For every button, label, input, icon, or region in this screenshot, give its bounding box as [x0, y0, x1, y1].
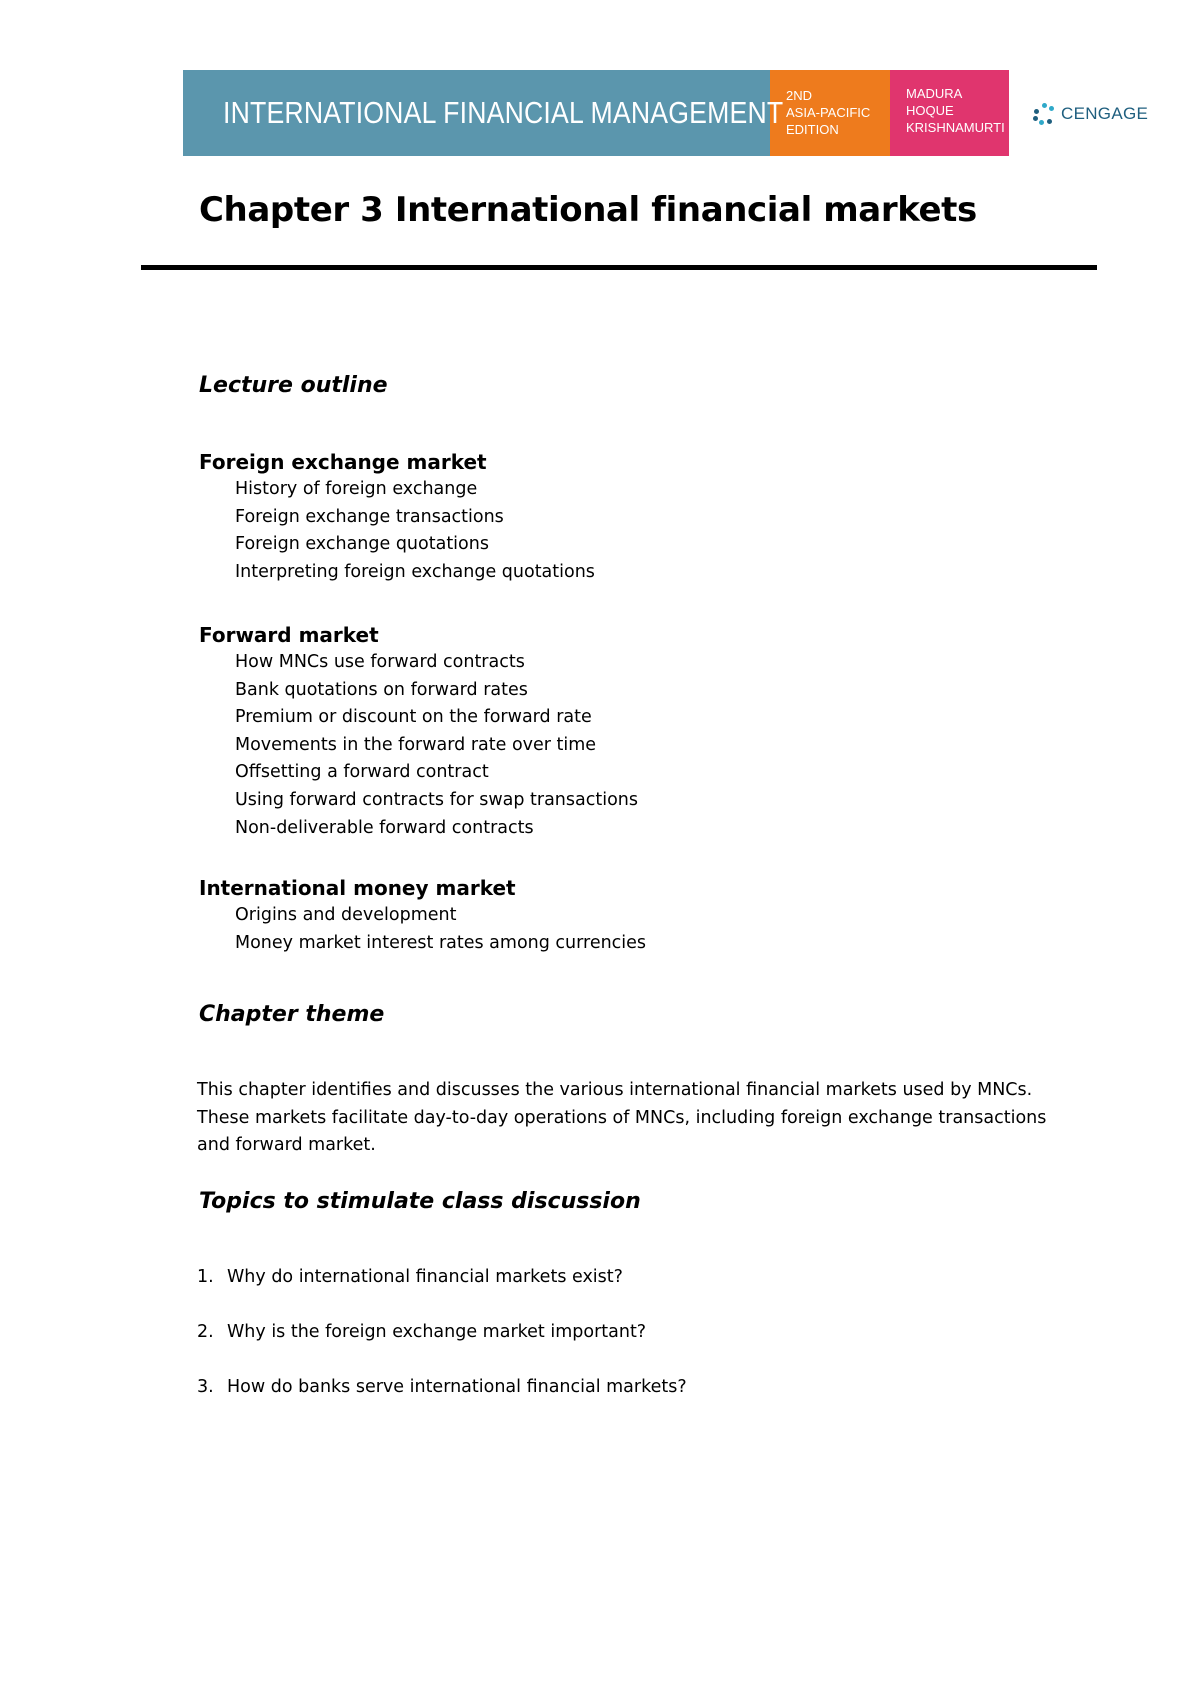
list-item: Origins and development	[235, 905, 457, 925]
outline-group-money-market	[199, 874, 646, 957]
outline-group-list	[199, 902, 646, 957]
discussion-topics-heading: Topics to stimulate class discussion	[199, 1189, 641, 1214]
outline-group-heading: International money market	[199, 876, 516, 900]
chapter-theme-text: This chapter identifies and discusses the various international financial markets used by MNCs. These markets facilitate day-to-day operations of MNCs, including foreign exchange transactions and forward market.	[197, 1080, 1047, 1156]
outline-group-heading: Foreign exchange market	[199, 450, 487, 474]
list-item: Foreign exchange transactions	[235, 506, 504, 527]
list-item: Bank quotations on forward rates	[235, 679, 528, 700]
item-text: Why do international financial markets exist?	[227, 1267, 623, 1287]
lecture-outline-heading: Lecture outline	[199, 373, 388, 398]
edition-line: ASIA-PACIFIC	[786, 105, 871, 120]
list-item: Premium or discount on the forward rate	[235, 707, 592, 728]
list-item	[197, 1264, 687, 1319]
outline-group-foreign-exchange	[199, 448, 595, 586]
chapter-theme-heading: Chapter theme	[199, 1002, 385, 1027]
item-number: 2.	[197, 1322, 214, 1342]
page-title: Chapter 3 International financial markets	[199, 190, 977, 230]
book-title-block	[183, 70, 784, 156]
book-title: INTERNATIONAL FINANCIAL MANAGEMENT	[223, 95, 784, 130]
list-item	[197, 1319, 687, 1374]
edition-block	[770, 70, 890, 156]
item-text: Why is the foreign exchange market important?	[227, 1322, 647, 1342]
title-divider	[141, 265, 1097, 270]
list-item: Offsetting a forward contract	[235, 762, 489, 783]
list-item: History of foreign exchange	[235, 479, 478, 499]
list-item	[197, 1374, 687, 1429]
edition-line: 2ND	[786, 88, 813, 103]
list-item: Non-deliverable forward contracts	[235, 817, 534, 838]
cengage-logo-icon	[1033, 103, 1055, 125]
item-number: 1.	[197, 1267, 214, 1287]
outline-group-list	[199, 476, 595, 586]
author-name: HOQUE	[906, 103, 954, 118]
authors-block	[890, 70, 1009, 156]
list-item: Interpreting foreign exchange quotations	[235, 561, 595, 582]
outline-group-heading: Forward market	[199, 623, 379, 647]
list-item: Movements in the forward rate over time	[235, 734, 597, 755]
list-item: Using forward contracts for swap transactions	[235, 789, 638, 810]
list-item: How MNCs use forward contracts	[235, 652, 525, 672]
publisher-name: CENGAGE	[1061, 104, 1149, 123]
outline-group-list	[199, 649, 638, 842]
outline-group-forward-market	[199, 621, 638, 842]
item-number: 3.	[197, 1377, 214, 1397]
edition-line: EDITION	[786, 122, 839, 137]
author-name: MADURA	[906, 86, 963, 101]
item-text: How do banks serve international financial markets?	[227, 1377, 687, 1397]
publisher-logo	[1033, 100, 1148, 128]
list-item: Money market interest rates among currencies	[235, 932, 647, 953]
list-item: Foreign exchange quotations	[235, 534, 489, 555]
discussion-topics-list	[197, 1264, 687, 1429]
header-banner	[183, 70, 1009, 156]
author-name: KRISHNAMURTI	[906, 120, 1005, 135]
